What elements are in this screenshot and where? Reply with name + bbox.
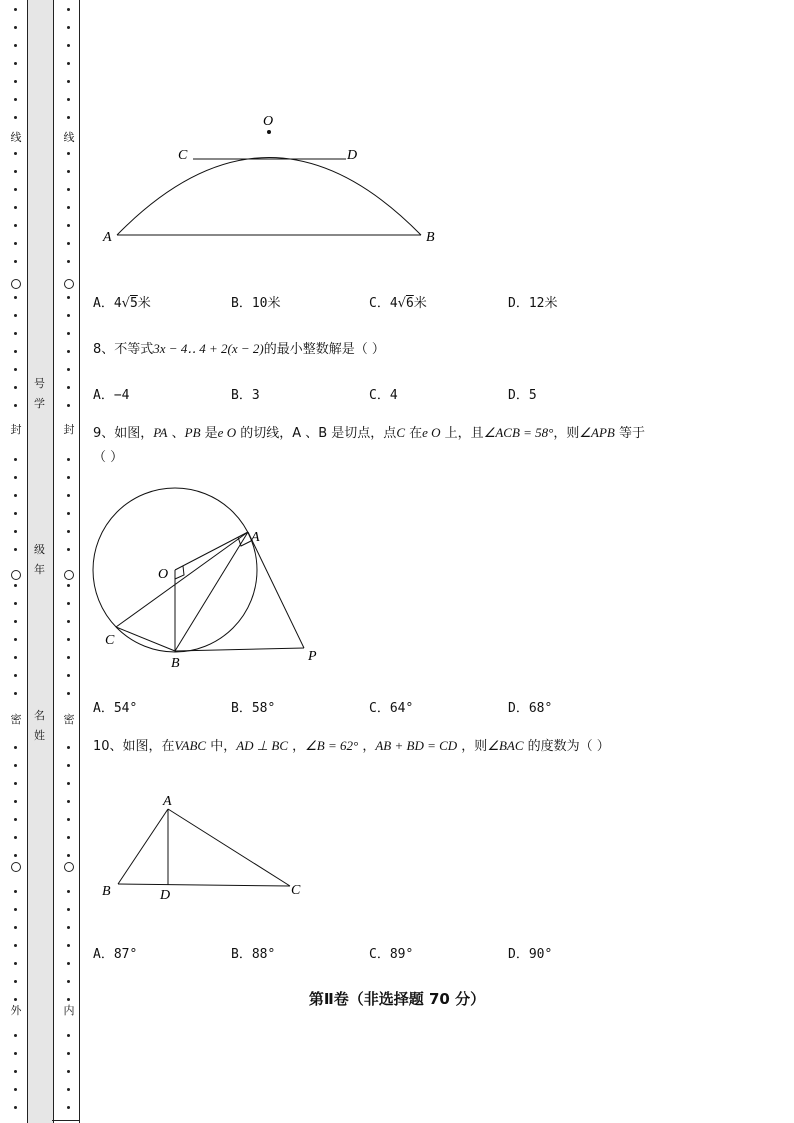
inner-gutter — [62, 0, 76, 1123]
q9-pa: PA — [153, 425, 168, 440]
q7-option-a-radicand: 5 — [129, 296, 138, 311]
q7-option-a-text: A．4 — [93, 296, 122, 311]
q10-option-c: C．89° — [369, 947, 414, 962]
gutter-dot — [67, 674, 70, 677]
q10-mid2: ， — [287, 739, 306, 754]
gutter-dot — [67, 800, 70, 803]
gutter-dot — [67, 242, 70, 245]
q10-side-bc — [118, 884, 290, 886]
q9-tangent-ap — [248, 532, 304, 648]
q9-text-g: 等于 — [614, 426, 646, 441]
gutter-dot — [67, 170, 70, 173]
gutter-dot — [14, 368, 17, 371]
gutter-dot — [14, 98, 17, 101]
q10-mid4: ，则 — [457, 739, 488, 754]
q9-option-a: A．54° — [93, 701, 138, 716]
q9-option-c: C．64° — [369, 701, 414, 716]
gutter-dot — [14, 782, 17, 785]
gutter-dot — [14, 260, 17, 263]
q7-option-c: C．4√6米 — [369, 296, 427, 311]
gutter-mark: 线 — [10, 131, 22, 144]
band-label-xing: 姓 — [34, 729, 45, 742]
gutter-dot — [67, 386, 70, 389]
gutter-dot — [14, 620, 17, 623]
q10-triangle-figure — [98, 790, 318, 905]
outer-gutter — [9, 0, 23, 1123]
gutter-dot — [14, 764, 17, 767]
q9-segment-ab — [175, 532, 248, 651]
q9-sep: 、 — [167, 426, 185, 441]
gutter-dot — [14, 314, 17, 317]
gutter-dot — [67, 584, 70, 587]
q9-text-a: 9、如图， — [93, 426, 154, 441]
gutter-mark: 密 — [10, 713, 22, 726]
q10-suffix: 的度数为（ ） — [523, 739, 610, 754]
gutter-dot — [14, 476, 17, 479]
gutter-dot — [14, 350, 17, 353]
gutter-dot — [14, 116, 17, 119]
gutter-dot — [67, 548, 70, 551]
gutter-dot — [14, 962, 17, 965]
q9-text-b: 是 — [200, 426, 218, 441]
q7-option-d: D．12米 — [508, 296, 558, 311]
q7-label-o: O — [263, 114, 274, 129]
gutter-dot — [67, 206, 70, 209]
gutter-dot — [67, 602, 70, 605]
q9-stem-line1 — [93, 425, 645, 442]
gutter-dot — [67, 746, 70, 749]
q7-option-a: A．4√5米 — [93, 296, 151, 311]
q10-angle-bac: ∠BAC — [487, 738, 524, 753]
gutter-dot — [67, 944, 70, 947]
gutter-dot — [14, 206, 17, 209]
q7-option-a-unit: 米 — [137, 296, 151, 311]
q10-label-a: A — [163, 794, 172, 809]
gutter-dot — [67, 224, 70, 227]
gutter-dot — [67, 26, 70, 29]
gutter-dot — [67, 512, 70, 515]
q9-text-c: 的切线，A 、B 是切点，点 — [236, 426, 397, 441]
gutter-mark: 封 — [63, 423, 75, 436]
q9-text-f: ，则 — [553, 426, 580, 441]
section-title: 第Ⅱ卷（非选择题 70 分） — [308, 990, 486, 1008]
gutter-dot — [67, 1106, 70, 1109]
gutter-dot — [67, 656, 70, 659]
q10-option-b: B．88° — [231, 947, 276, 962]
gutter-mark: 线 — [63, 131, 75, 144]
gutter-dot — [14, 692, 17, 695]
q7-arch-curve — [117, 158, 421, 236]
q9-circle-o: e O — [217, 425, 237, 440]
gutter-dot — [14, 602, 17, 605]
gutter-dot — [14, 170, 17, 173]
gutter-dot — [67, 1088, 70, 1091]
gutter-dot — [14, 1052, 17, 1055]
gutter-ring-icon — [11, 570, 21, 580]
gutter-dot — [67, 44, 70, 47]
gutter-dot — [14, 908, 17, 911]
gutter-dot — [14, 584, 17, 587]
gutter-dot — [14, 1070, 17, 1073]
gutter-ring-icon — [64, 862, 74, 872]
q10-label-b: B — [102, 884, 111, 899]
q9-segment-ca — [116, 532, 248, 627]
q9-circle-o2: e O — [422, 425, 441, 440]
band-label-ji: 级 — [34, 543, 45, 556]
gutter-dot — [14, 26, 17, 29]
q10-cond-perp: AD ⊥ BC — [236, 738, 288, 753]
gutter-dot — [67, 404, 70, 407]
gutter-dot — [14, 44, 17, 47]
gutter-dot — [14, 404, 17, 407]
gutter-dot — [67, 818, 70, 821]
q10-option-d: D．90° — [508, 947, 553, 962]
gutter-dot — [14, 1088, 17, 1091]
gutter-dot — [14, 494, 17, 497]
gutter-dot — [14, 530, 17, 533]
q9-option-d: D．68° — [508, 701, 553, 716]
q7-option-c-text: C．4 — [369, 296, 398, 311]
q9-label-p: P — [308, 649, 317, 664]
gutter-dot — [67, 152, 70, 155]
gutter-dot — [14, 836, 17, 839]
gutter-dot — [67, 782, 70, 785]
gutter-dot — [67, 188, 70, 191]
q10-triangle: VABC — [174, 738, 207, 753]
gutter-dot — [14, 1034, 17, 1037]
gutter-dot — [67, 620, 70, 623]
gutter-dot — [14, 656, 17, 659]
gutter-dot — [67, 98, 70, 101]
gutter-dot — [67, 350, 70, 353]
gutter-dot — [14, 980, 17, 983]
band-label-hao: 号 — [34, 377, 45, 390]
gutter-dot — [14, 8, 17, 11]
q8-stem — [93, 341, 385, 358]
gutter-dot — [14, 854, 17, 857]
q7-arch-figure — [95, 108, 455, 253]
q8-suffix: 的最小整数解是（ ） — [263, 342, 385, 357]
gutter-mark: 密 — [63, 713, 75, 726]
q10-mid1: 中， — [206, 739, 237, 754]
q9-angle-apb: ∠APB — [579, 425, 615, 440]
gutter-mark: 内 — [63, 1004, 75, 1017]
gutter-dot — [14, 1106, 17, 1109]
q10-cond-sum: AB + BD = CD — [375, 738, 458, 753]
gutter-dot — [14, 188, 17, 191]
gutter-dot — [14, 296, 17, 299]
gutter-dot — [67, 494, 70, 497]
gutter-dot — [14, 890, 17, 893]
gutter-mark: 外 — [10, 1004, 22, 1017]
gutter-dot — [14, 224, 17, 227]
gutter-dot — [67, 260, 70, 263]
gutter-dot — [14, 386, 17, 389]
gutter-dot — [67, 8, 70, 11]
q9-option-b: B．58° — [231, 701, 276, 716]
gutter-dot — [67, 368, 70, 371]
gutter-dot — [67, 530, 70, 533]
gutter-dot — [67, 476, 70, 479]
gutter-ring-icon — [11, 279, 21, 289]
gutter-dot — [67, 1070, 70, 1073]
q9-point-c: C — [396, 425, 405, 440]
q8-option-a: A．−4 — [93, 388, 130, 403]
gutter-dot — [67, 80, 70, 83]
q10-stem — [93, 738, 610, 755]
gutter-dot — [67, 926, 70, 929]
band-label-nian: 年 — [34, 563, 45, 576]
q10-side-ab — [118, 809, 168, 884]
q10-prefix: 10、如图，在 — [93, 739, 175, 754]
gutter-dot — [14, 512, 17, 515]
gutter-border-bottom — [52, 1120, 80, 1121]
gutter-dot — [14, 746, 17, 749]
q10-mid3: ， — [358, 739, 376, 754]
gutter-ring-icon — [64, 279, 74, 289]
q7-option-b: B．10米 — [231, 296, 281, 311]
gutter-dot — [67, 1052, 70, 1055]
gutter-dot — [14, 152, 17, 155]
q9-label-b: B — [171, 656, 180, 671]
q8-prefix: 8、不等式 — [93, 342, 154, 357]
q9-label-c: C — [105, 633, 115, 648]
gutter-dot — [14, 674, 17, 677]
gutter-dot — [14, 800, 17, 803]
q9-label-o: O — [158, 567, 169, 582]
q7-option-c-radicand: 6 — [405, 296, 414, 311]
gutter-dot — [14, 944, 17, 947]
gutter-dot — [14, 242, 17, 245]
gutter-dot — [14, 548, 17, 551]
gutter-dot — [14, 62, 17, 65]
band-label-xue: 学 — [34, 397, 45, 410]
gutter-dot — [67, 314, 70, 317]
gutter-dot — [67, 962, 70, 965]
gutter-dot — [14, 818, 17, 821]
gutter-dot — [67, 854, 70, 857]
q7-label-a: A — [103, 230, 112, 245]
q10-cond-angle-b: ∠B = 62° — [305, 738, 359, 753]
q9-text-d: 在 — [404, 426, 423, 441]
q9-pb: PB — [184, 425, 201, 440]
q8-option-c: C．4 — [369, 388, 398, 403]
q10-side-ac — [168, 809, 290, 886]
gutter-dot — [67, 62, 70, 65]
gutter-dot — [67, 890, 70, 893]
gutter-dot — [67, 836, 70, 839]
gutter-dot — [67, 458, 70, 461]
gutter-dot — [67, 764, 70, 767]
q9-segment-cb — [116, 627, 175, 651]
gutter-dot — [67, 980, 70, 983]
q7-option-c-unit: 米 — [413, 296, 427, 311]
gutter-border — [79, 0, 80, 1123]
q7-label-b: B — [426, 230, 435, 245]
gutter-dot — [14, 638, 17, 641]
gutter-dot — [14, 80, 17, 83]
gutter-dot — [67, 1034, 70, 1037]
gutter-dot — [14, 458, 17, 461]
q7-label-c: C — [178, 148, 188, 163]
gutter-dot — [14, 926, 17, 929]
q9-stem-line2: （ ） — [93, 450, 124, 465]
gutter-dot — [67, 116, 70, 119]
gutter-ring-icon — [64, 570, 74, 580]
gutter-dot — [67, 296, 70, 299]
q7-point-o — [267, 130, 271, 134]
q8-option-d: D．5 — [508, 388, 537, 403]
q10-label-d: D — [160, 888, 171, 903]
gutter-dot — [67, 692, 70, 695]
band-label-ming: 名 — [34, 709, 45, 722]
gutter-dot — [67, 638, 70, 641]
q7-label-d: D — [347, 148, 358, 163]
q8-inequality: 3x − 4‥ 4 + 2(x − 2) — [153, 341, 264, 356]
q9-segment-oa — [175, 532, 248, 570]
gutter-ring-icon — [11, 862, 21, 872]
q10-label-c: C — [291, 883, 301, 898]
gutter-dot — [14, 332, 17, 335]
q8-option-b: B．3 — [231, 388, 260, 403]
q9-angle-acb: ∠ACB = 58° — [483, 425, 554, 440]
gutter-mark: 封 — [10, 423, 22, 436]
q9-label-a: A — [251, 530, 260, 545]
q9-circle-figure — [88, 486, 328, 672]
gutter-dot — [67, 908, 70, 911]
q10-option-a: A．87° — [93, 947, 138, 962]
q9-text-e: 上，且 — [440, 426, 484, 441]
gutter-dot — [67, 332, 70, 335]
